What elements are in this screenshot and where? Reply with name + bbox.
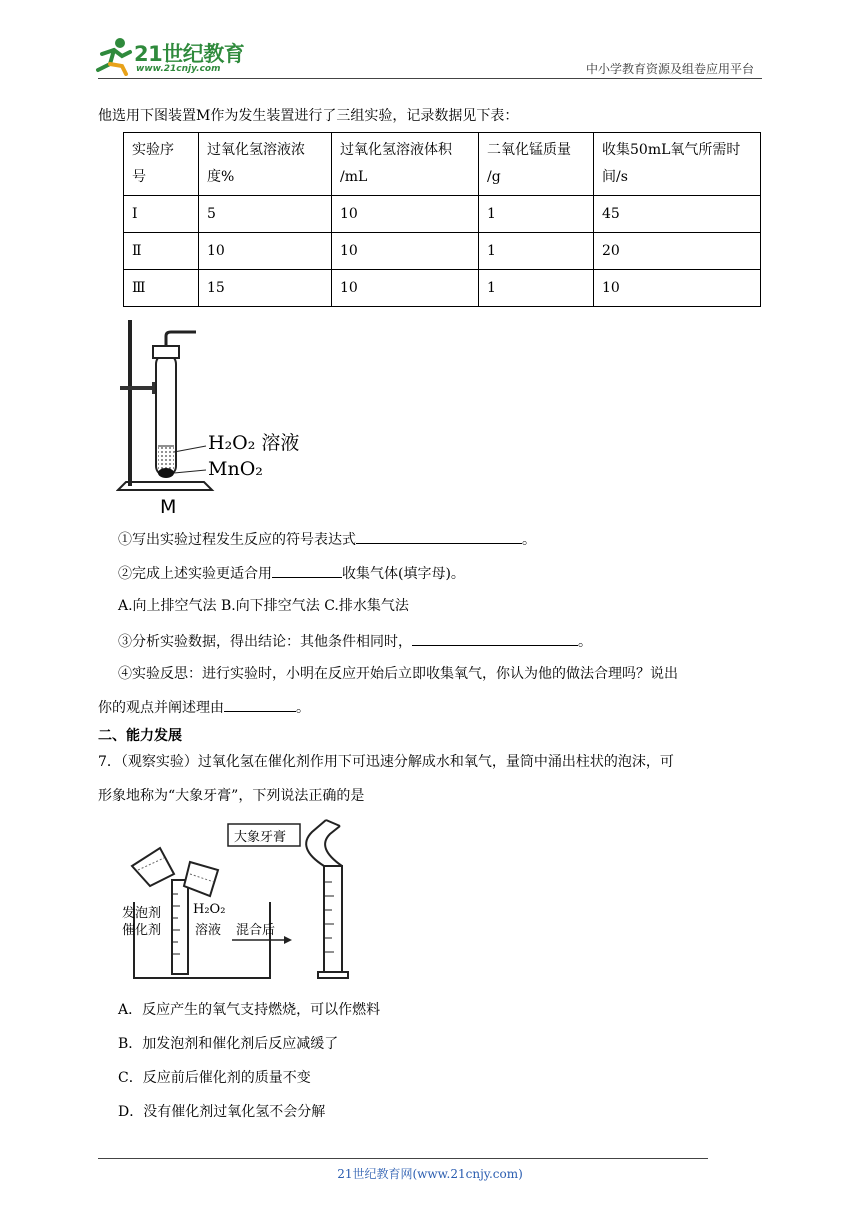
header-divider: [98, 78, 762, 79]
intro-text: 他选用下图装置M作为发生装置进行了三组实验，记录数据见下表：: [98, 108, 519, 124]
table-cell: I: [124, 196, 199, 233]
table-cell: 45: [594, 196, 761, 233]
question-3: ③分析实验数据，得出结论：其他条件相同时， 。: [118, 630, 592, 652]
table-header-cell: 过氧化氢溶液体积 /mL: [332, 133, 479, 196]
question-2: ②完成上述实验更适合用 收集气体(填字母)。: [118, 562, 465, 584]
footer-link[interactable]: 21世纪教育网(www.21cnjy.com): [337, 1167, 523, 1181]
table-row: [124, 270, 761, 307]
table-cell: 10: [594, 270, 761, 307]
label-solution: 溶液: [195, 923, 222, 938]
table-cell: 1: [479, 270, 594, 307]
footer-divider: [98, 1158, 708, 1159]
table-cell: 15: [199, 270, 332, 307]
table-header-cell: 过氧化氢溶液浓 度%: [199, 133, 332, 196]
option-d[interactable]: D．没有催化剂过氧化氢不会分解: [118, 1104, 326, 1120]
table-cell: 10: [332, 233, 479, 270]
experiment-table: [123, 132, 761, 307]
label-h2o2-solution: H₂O₂ 溶液: [208, 432, 300, 454]
logo-text: 21世纪教育: [134, 42, 245, 66]
question-7-line2: 形象地称为“大象牙膏”，下列说法正确的是: [98, 788, 365, 804]
table-header-cell: 收集50mL氧气所需时 间/s: [594, 133, 761, 196]
label-elephant-toothpaste: 大象牙膏: [234, 830, 287, 845]
table-header-cell: 实验序 号: [124, 133, 199, 196]
table-cell: 1: [479, 196, 594, 233]
label-h2o2: H₂O₂: [193, 902, 226, 917]
table-cell: 1: [479, 233, 594, 270]
figure-m-caption: M: [160, 496, 177, 518]
label-foaming-agent: 发泡剂: [122, 906, 162, 921]
answer-blank[interactable]: [356, 528, 522, 544]
logo-url: www.21cnjy.com: [136, 64, 221, 74]
table-cell: 10: [199, 233, 332, 270]
site-name: 中小学教育资源及组卷应用平台: [585, 62, 754, 76]
table-row: [124, 233, 761, 270]
site-logo: [92, 36, 262, 76]
runner-icon: [92, 36, 136, 76]
question-1: ①写出实验过程发生反应的符号表达式 。: [118, 528, 536, 550]
table-row: [124, 196, 761, 233]
table-header-cell: 二氧化锰质量 /g: [479, 133, 594, 196]
question-7-line1: 7．（观察实验）过氧化氢在催化剂作用下可迅速分解成水和氧气，量筒中涌出柱状的泡沫，可: [98, 754, 674, 770]
table-header-row: [124, 133, 761, 196]
table-cell: 20: [594, 233, 761, 270]
section-heading: 二、能力发展: [98, 728, 182, 744]
option-c[interactable]: C．反应前后催化剂的质量不变: [118, 1070, 311, 1086]
label-after-mixing: 混合后: [236, 923, 276, 938]
label-catalyst: 催化剂: [122, 923, 162, 938]
question-2-options: A.向上排空气法 B.向下排空气法 C.排水集气法: [118, 598, 409, 614]
table-cell: 10: [332, 196, 479, 233]
label-mno2: MnO₂: [208, 458, 263, 480]
apparatus-m-figure: [116, 318, 306, 518]
table-cell: 10: [332, 270, 479, 307]
table-cell: 5: [199, 196, 332, 233]
answer-blank[interactable]: [224, 696, 296, 712]
question-4-line2: 你的观点并阐述理由 。: [98, 696, 310, 718]
answer-blank[interactable]: [272, 562, 342, 578]
table-cell: Ⅱ: [124, 233, 199, 270]
table-cell: Ⅲ: [124, 270, 199, 307]
option-b[interactable]: B．加发泡剂和催化剂后反应减缓了: [118, 1036, 339, 1052]
question-4-line1: ④实验反思：进行实验时，小明在反应开始后立即收集氧气，你认为他的做法合理吗？说出: [118, 666, 678, 682]
answer-blank[interactable]: [412, 630, 578, 646]
option-a[interactable]: A．反应产生的氧气支持燃烧，可以作燃料: [118, 1002, 381, 1018]
